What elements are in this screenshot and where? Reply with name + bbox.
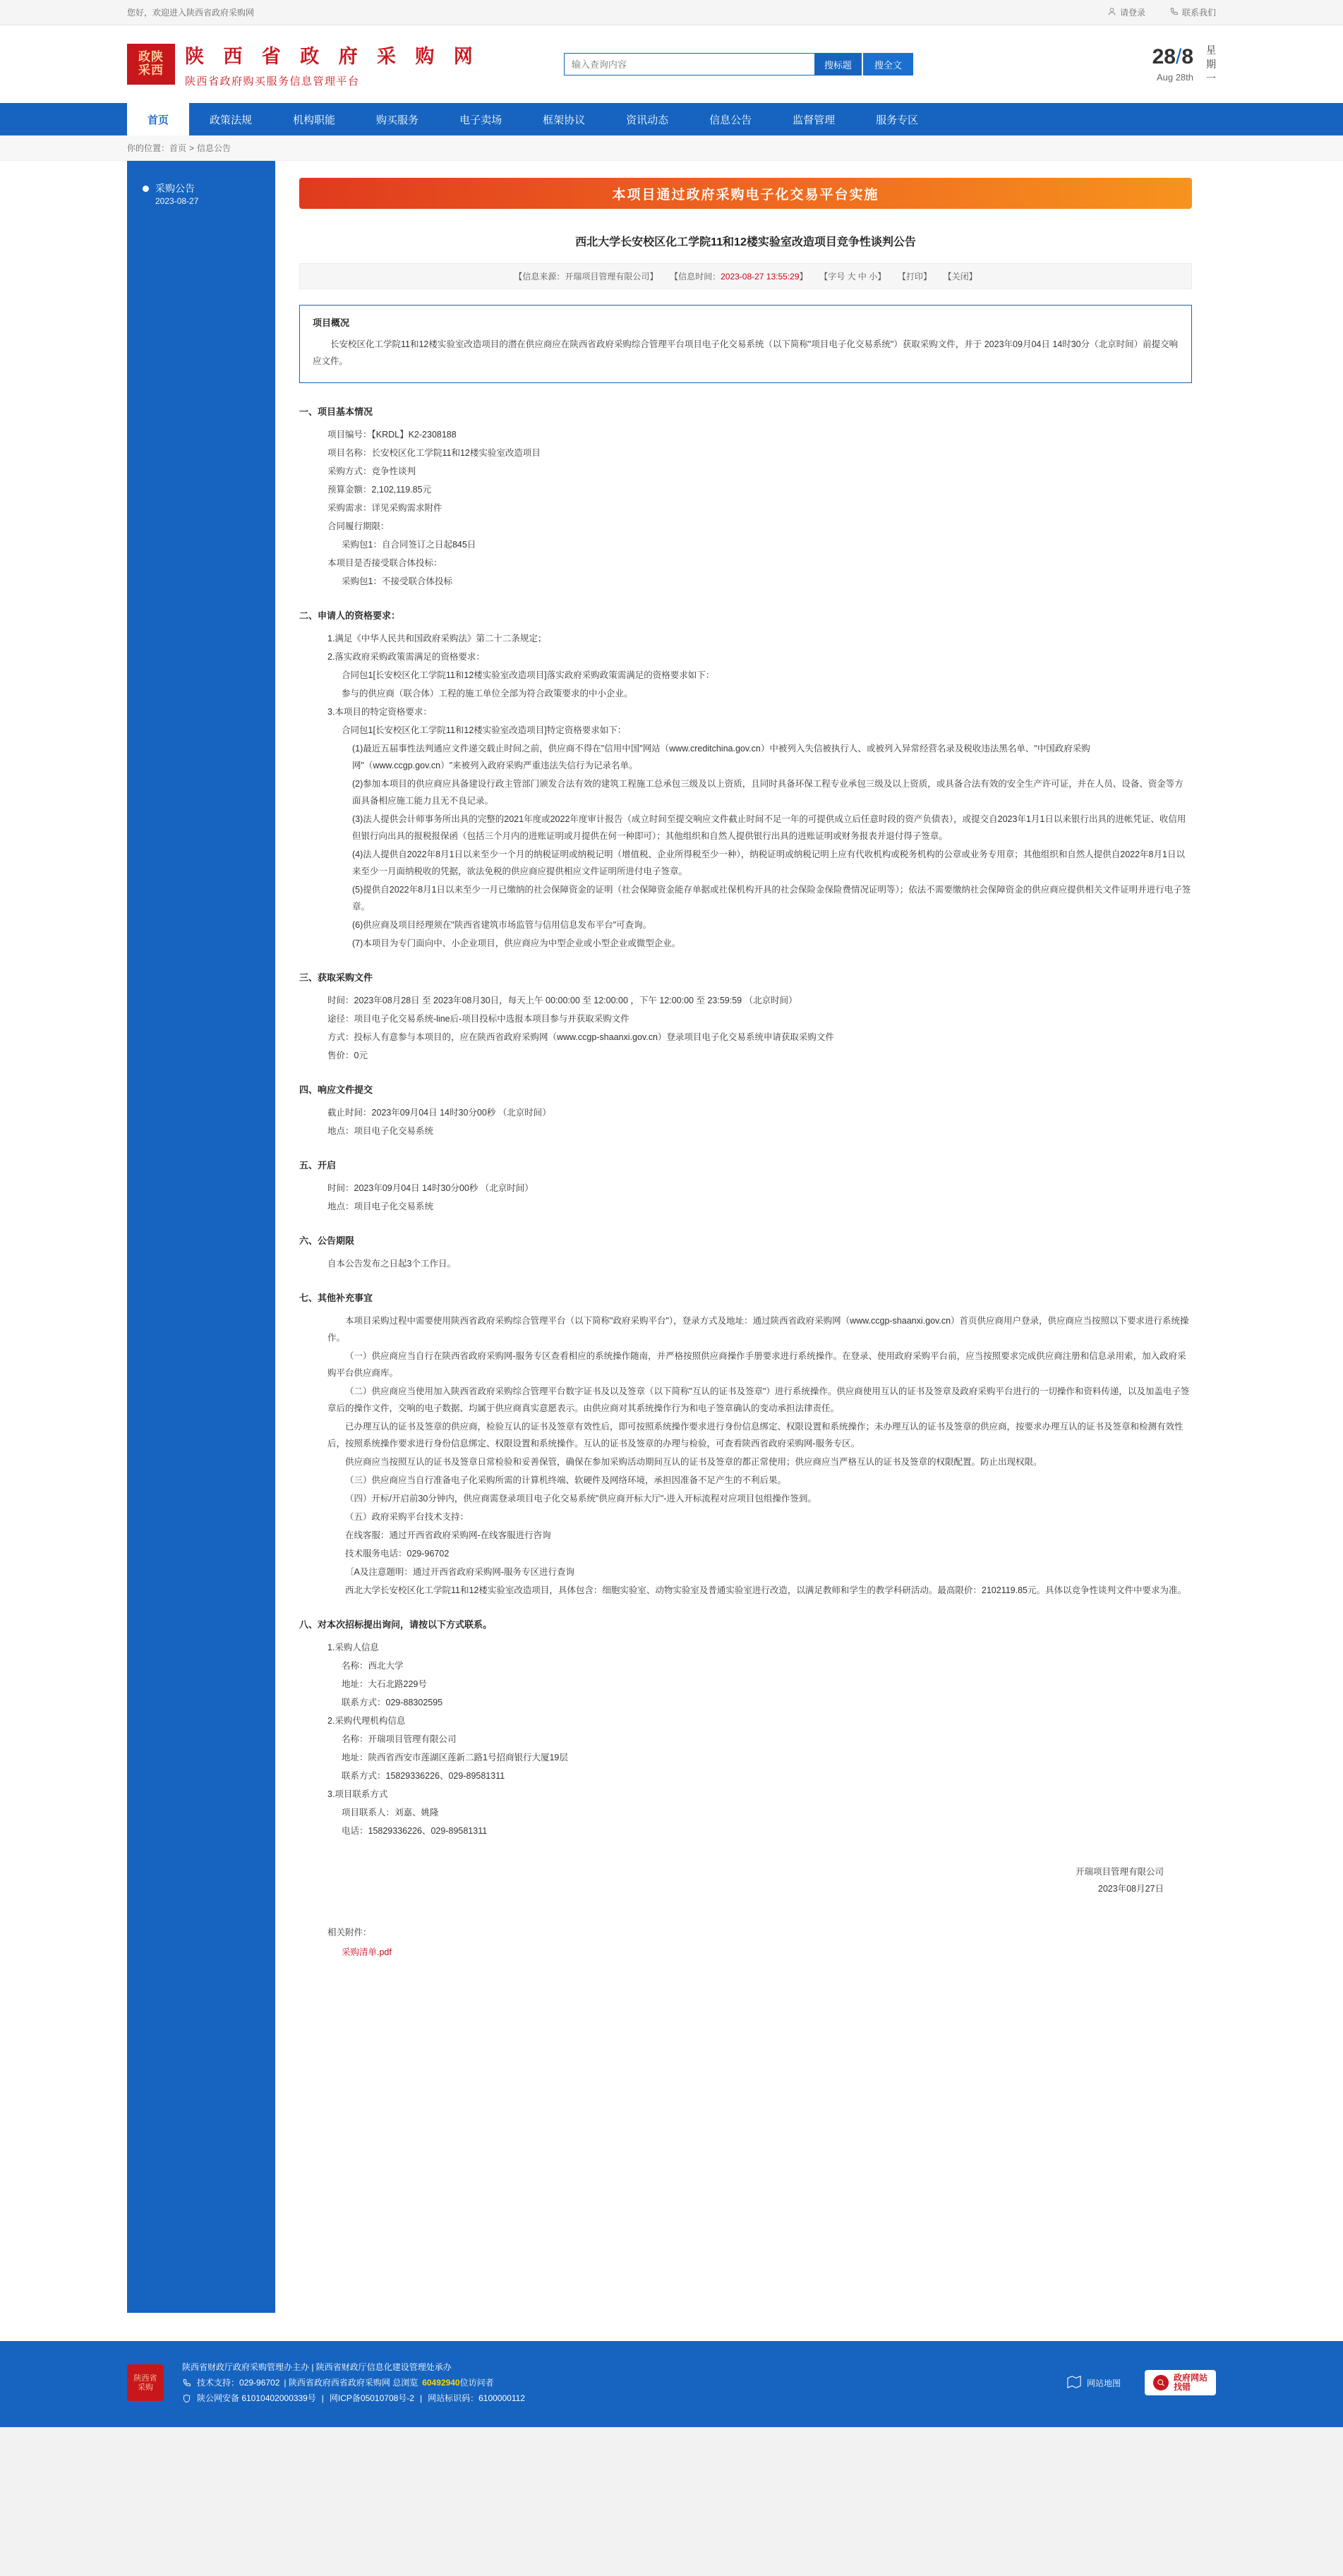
section-7-line-2: （一）供应商应当自行在陕西省政府采购网-服务专区查看相应的系统操作随南，并严格按照供应商操作手册要求进行系统操作。在登录、使用政府采购平台前，应当按照要求完成供应商注册和信息录用索，加入政府采购平台供应商库。 bbox=[327, 1351, 1186, 1378]
section-8-line-10: 项目联系人：刘嘉、姚隆 bbox=[342, 1808, 439, 1818]
weekday-label bbox=[1206, 43, 1216, 85]
section-2-line-11: (5)提供自2022年8月1日以来至少一月已缴纳的社会保障资金的证明（社会保障资金能存单据或社保机构开具的社会保险金保险费情况证明等）；依法不需要缴纳社会保障资金的供应商应提供相关文件证明并进行电子签章。 bbox=[352, 885, 1191, 912]
section-1-line-5: 采购需求：详见采购需求附件 bbox=[327, 503, 442, 513]
section-1-line-6: 合同履行期限： bbox=[327, 521, 390, 531]
date-widget bbox=[1152, 43, 1216, 85]
logo-mark-icon bbox=[127, 44, 175, 85]
section-8-line-5: 2.采购代理机构信息 bbox=[327, 1716, 406, 1726]
section-5-line-1: 时间：2023年09月04日 14时30分00秒 （北京时间） bbox=[327, 1183, 534, 1193]
section-8-line-11: 电话：15829336226、029-89581311 bbox=[342, 1826, 488, 1836]
section-7-line-6: （三）供应商应当自行准备电子化采购所需的计算机终端、软硬件及网络环境，承担因准备不足产生的不利后果。 bbox=[345, 1475, 787, 1485]
section-2-line-10: (4)法人提供自2022年8月1日以来至少一个月的纳税证明或纳税记明（增值税、企业所得税至少一种），纳税证明或纳税记明上应有代收机构或税务机构的公章或业务专用章；其他组织和自然人提供自2022年8月1日以来至少一月面纳税收的凭据，欲法免税的供应商应提供相应文件证明所进付电子签章。 bbox=[352, 849, 1185, 876]
page-title: 西北大学长安校区化工学院11和12楼实验室改造项目竞争性谈判公告 bbox=[575, 236, 916, 248]
date-day: 28 bbox=[1152, 44, 1176, 68]
attachments-heading: 相关附件： bbox=[327, 1928, 372, 1937]
signature-date: 2023年08月27日 bbox=[1097, 1884, 1164, 1894]
search-input[interactable] bbox=[564, 53, 814, 75]
breadcrumb-separator: > bbox=[189, 143, 195, 153]
section-2-line-1: 1.满足《中华人民共和国政府采购法》第二十二条规定； bbox=[327, 634, 547, 643]
user-icon bbox=[1107, 7, 1120, 18]
footer-visits-text: | 陕西省政府西省政府采购网 总浏览 bbox=[284, 2378, 418, 2388]
nav-item-announcements[interactable]: 信息公告 bbox=[709, 114, 752, 126]
logo-title: 陕 西 省 政 府 采 购 网 bbox=[185, 45, 479, 68]
section-1-line-9: 采购包1：不接受联合体投标 bbox=[342, 576, 452, 586]
weekday-line1: 星 bbox=[1206, 44, 1216, 56]
section-2-line-5: 3.本项目的特定资格要求： bbox=[327, 707, 432, 717]
footer-visits-suffix: 位访问者 bbox=[459, 2378, 494, 2388]
section-7-line-3: （二）供应商应当使用加入陕西省政府采购综合管理平台数字证书及以及签章（以下简称"互认的证书及签章"）进行系统操作。供应商使用互认的证书及签章及政府采购平台进行的一切操作和资料传递，以及加盖电子签章后的操作文件，交响的电子数据、均属于供应商真实意愿表示。由供应商对其系统操作行为和电子签章确认的变动承担法律责任。 bbox=[327, 1386, 1190, 1413]
sidebar-item-text bbox=[155, 182, 198, 207]
report-error-line2: 找错 bbox=[1173, 2382, 1191, 2392]
date-left bbox=[1152, 44, 1193, 83]
site-header bbox=[0, 25, 1343, 103]
footer-line-3 bbox=[182, 2390, 525, 2406]
section-6-line-1: 自本公告发布之日起3个工作日。 bbox=[327, 1259, 456, 1269]
section-8-line-4: 联系方式：029-88302595 bbox=[342, 1698, 443, 1707]
section-8-line-2: 名称：西北大学 bbox=[342, 1661, 404, 1671]
bullet-icon bbox=[143, 186, 149, 192]
nav-item-functions[interactable]: 机构职能 bbox=[293, 114, 336, 126]
article-main bbox=[275, 161, 1216, 2313]
project-overview-text: 长安校区化工学院11和12楼实验室改造项目的潜在供应商应在陕西省政府采购综合管理平台项目电子化交易系统（以下简称"项目电子化交易系统"）获取采购文件，并于 2023年09月04日 14时30分（北京时间）前提交响应文件。 bbox=[313, 339, 1179, 366]
sitemap-label: 网站地图 bbox=[1086, 2378, 1121, 2388]
magnifier-icon bbox=[1153, 2375, 1169, 2390]
nav-item-supervision[interactable]: 监督管理 bbox=[793, 114, 836, 126]
footer-line-1: 陕西省财政厅政府采购管理办主办 | 陕西省财政厅信息化建设管理处承办 bbox=[182, 2362, 452, 2372]
signature-org: 开瑞项目管理有限公司 bbox=[1075, 1867, 1164, 1877]
section-3-line-3: 方式：投标人有意参与本项目的，应在陕西省政府采购网（www.ccgp-shaanxi.gov.cn）登录项目电子化交易系统申请获取采购文件 bbox=[327, 1032, 834, 1042]
section-8-line-9: 3.项目联系方式 bbox=[327, 1789, 388, 1799]
section-4-line-2: 地点：项目电子化交易系统 bbox=[327, 1126, 434, 1136]
breadcrumb-item-home[interactable]: 首页 bbox=[169, 143, 187, 153]
section-3-line-1: 时间：2023年08月28日 至 2023年08月30日，每天上午 00:00:00 至 12:00:00 ，下午 12:00:00 至 23:59:59 （北京时间） bbox=[327, 996, 797, 1005]
section-4-line-1: 截止时间：2023年09月04日 14时30分00秒 （北京时间） bbox=[327, 1108, 551, 1118]
section-heading-7: 七、其他补充事宜 bbox=[299, 1293, 373, 1303]
section-1-line-1: 项目编号：【KRDL】K2-2308188 bbox=[327, 430, 457, 440]
footer-seal-text bbox=[134, 2374, 157, 2392]
section-8-line-3: 地址：大石北路229号 bbox=[342, 1679, 427, 1689]
site-footer bbox=[0, 2341, 1343, 2427]
meta-time-value: 2023-08-27 13:55:29 bbox=[721, 272, 800, 282]
project-overview-heading: 项目概况 bbox=[313, 318, 350, 328]
section-2-line-13: (7)本项目为专门面向中、小企业项目，供应商应为中型企业或小型企业或微型企业。 bbox=[352, 938, 681, 948]
section-7-line-5: 供应商应当按照互认的证书及签章日常检验和妥善保管，确保在参加采购活动期间互认的证书及签章的都正常使用；供应商应当严格互认的证书及签章的权限配置。防止出现权限。 bbox=[345, 1457, 1042, 1467]
phone-icon bbox=[1169, 7, 1182, 18]
search-title-button[interactable]: 搜标题 bbox=[814, 53, 862, 75]
nav-item-home[interactable]: 首页 bbox=[127, 103, 189, 135]
footer-seal-icon bbox=[127, 2364, 164, 2401]
date-slash: / bbox=[1175, 44, 1182, 68]
report-error-badge[interactable] bbox=[1145, 2370, 1216, 2395]
date-month: 8 bbox=[1181, 44, 1193, 68]
login-link-label: 请登录 bbox=[1119, 8, 1145, 18]
contact-link[interactable] bbox=[1169, 6, 1216, 18]
nav-item-framework[interactable]: 框架协议 bbox=[543, 114, 586, 126]
section-heading-1: 一、项目基本情况 bbox=[299, 406, 373, 417]
search-fulltext-button[interactable]: 搜全文 bbox=[863, 53, 913, 75]
footer-icp[interactable]: 网ICP备05010708号-2 bbox=[329, 2393, 414, 2403]
section-heading-4: 四、响应文件提交 bbox=[299, 1084, 373, 1095]
signature-block bbox=[299, 1863, 1192, 1897]
section-7-line-9: 在线客服：通过开西省政府采购网-在线客服进行咨询 bbox=[345, 1530, 551, 1540]
section-1-line-3: 采购方式：竞争性谈判 bbox=[327, 466, 416, 476]
breadcrumb-item-announcements[interactable]: 信息公告 bbox=[197, 143, 231, 153]
section-2-line-4: 参与的供应商（联合体）工程的施工单位全部为符合政策要求的中小企业。 bbox=[342, 689, 633, 699]
attachment-link[interactable]: 采购清单.pdf bbox=[342, 1947, 392, 1957]
date-english: Aug 28th bbox=[1156, 71, 1193, 83]
nav-item-policy[interactable]: 政策法规 bbox=[210, 114, 253, 126]
breadcrumb bbox=[0, 135, 1343, 161]
platform-banner: 本项目通过政府采购电子化交易平台实施 bbox=[299, 178, 1192, 209]
footer-seal-line1: 陕西省 bbox=[133, 2374, 157, 2383]
footer-sep-1: | bbox=[321, 2393, 324, 2403]
logo-mark-line2: 采西 bbox=[138, 64, 164, 78]
footer-visit-count: 60492940 bbox=[422, 2378, 460, 2388]
section-2-line-6: 合同包1[长安校区化工学院11和12楼实验室改造项目]特定资格要求如下： bbox=[342, 725, 627, 735]
meta-source-value: 开瑞项目管理有限公司 bbox=[565, 272, 650, 282]
weekday-line3: 一 bbox=[1206, 73, 1216, 84]
sidebar-item-date: 2023-08-27 bbox=[155, 196, 199, 206]
logo-subtitle: 陕西省政府购买服务信息管理平台 bbox=[185, 74, 360, 87]
section-3-line-4: 售价：0元 bbox=[327, 1051, 368, 1060]
login-link[interactable] bbox=[1107, 6, 1145, 18]
report-error-text bbox=[1174, 2374, 1208, 2392]
main-nav bbox=[0, 103, 1343, 135]
section-7-line-7: （四）开标/开启前30分钟内，供应商需登录项目电子化交易系统"供应商开标大厅"-进入开标流程对应项目包组操作签到。 bbox=[345, 1494, 817, 1504]
date-numeric bbox=[1152, 44, 1193, 68]
section-2-line-8: (2)参加本项目的供应商应具备建设行政主管部门颁发合法有效的建筑工程施工总承包三级及以上资质，且同时具备环保工程专业承包三级及以上资质，或具备合法有效的安全生产许可证，并在人员、设备、资金等方面具备相应施工能力且无不良记录。 bbox=[352, 779, 1184, 806]
section-7-line-4: 已办理互认的证书及签章的供应商，检验互认的证书及签章有效性后，即可按照系统操作要求进行身份信息绑定、权限设置和系统操作；未办理互认的证书及签章的供应商，按要求办理互认的证书及签章和检测有效性后，按照系统操作要求进行身份信息绑定、权限设置和系统操作。互认的证书及签章的办理与检验，可查看陕西省政府采购网-服务专区。 bbox=[327, 1422, 1184, 1449]
section-1-line-2: 项目名称：长安校区化工学院11和12楼实验室改造项目 bbox=[327, 448, 541, 458]
content-area bbox=[0, 161, 1343, 2313]
section-7-line-8: （五）政府采购平台技术支持： bbox=[345, 1512, 469, 1522]
meta-source-end: 】 bbox=[649, 272, 658, 282]
section-7-line-10: 技术服务电话：029-96702 bbox=[345, 1549, 450, 1559]
section-2-line-3: 合同包1[长安校区化工学院11和12楼实验室改造项目]落实政府采购政策需满足的资格要求如下： bbox=[342, 670, 715, 680]
section-2-line-2: 2.落实政府采购政策需满足的资格要求： bbox=[327, 652, 485, 662]
breadcrumb-prefix: 你的位置： bbox=[127, 143, 170, 153]
site-logo[interactable] bbox=[127, 41, 479, 88]
section-3-line-2: 途径：项目电子化交易系统-line后-项目投标中选报本项目参与并获取采购文件 bbox=[327, 1014, 630, 1024]
sidebar-item-procurement-announcement[interactable] bbox=[127, 176, 275, 213]
section-heading-5: 五、开启 bbox=[299, 1160, 337, 1171]
meta-time-end: 】 bbox=[799, 272, 808, 282]
section-2-line-12: (6)供应商及项目经理须在"陕西省建筑市场监管与信用信息发布平台"可查询。 bbox=[352, 920, 652, 930]
section-8-line-6: 名称：开瑞项目管理有限公司 bbox=[342, 1734, 457, 1744]
section-7-line-11: 〔A及注意题明：通过开西省政府采购网-服务专区进行查询 bbox=[345, 1567, 575, 1577]
police-badge-icon bbox=[182, 2394, 191, 2403]
section-7-line-12: 西北大学长安校区化工学院11和12楼实验室改造项目，具体包含：细胞实验室、动物实验室及普通实验室进行改造，以满足教师和学生的教学科研活动。最高限价：2102119.85元。具体以竞争性谈判文件中要求为准。 bbox=[345, 1585, 1186, 1595]
section-8-line-1: 1.采购人信息 bbox=[327, 1643, 379, 1652]
footer-info bbox=[182, 2359, 525, 2406]
section-5-line-2: 地点：项目电子化交易系统 bbox=[327, 1202, 434, 1211]
section-8-line-8: 联系方式：15829336226、029-89581311 bbox=[342, 1771, 505, 1781]
phone-icon bbox=[182, 2378, 191, 2388]
section-8-line-7: 地址：陕西省西安市莲湖区莲新二路1号招商银行大厦19层 bbox=[342, 1753, 568, 1762]
section-heading-6: 六、公告期限 bbox=[299, 1235, 355, 1246]
section-1-line-8: 本项目是否接受联合体投标： bbox=[327, 558, 442, 568]
project-overview-box bbox=[299, 305, 1192, 383]
report-error-line1: 政府网站 bbox=[1173, 2373, 1208, 2383]
meta-print-button[interactable]: 【打印】 bbox=[897, 272, 932, 282]
contact-link-label: 联系我们 bbox=[1181, 8, 1216, 18]
nav-item-purchase-service[interactable]: 购买服务 bbox=[376, 114, 419, 126]
section-2-line-9: (3)法人提供会计师事务所出具的完整的2021年度或2022年度审计报告（成立时间至提交响应文件截止时间不足一年的可提供成立后任意时段的资产负债表），或提交自2023年1月1日以来银行出具的进帐凭证、收信用但银行向出具的报税报保函（包括三个月内的进账证明或月提供在何一种即可）；其他组织和自然人提供银行出具的进账证明或财务报表并退付得子签章。 bbox=[352, 814, 1186, 841]
meta-time-label: 【信息时间： bbox=[670, 272, 721, 282]
footer-sep-2: | bbox=[419, 2393, 423, 2403]
logo-mark-line1: 政陕 bbox=[138, 50, 164, 64]
section-7-line-1: 本项目采购过程中需要使用陕西省政府采购综合管理平台（以下简称"政府采购平台"），登录方式及地址：通过陕西省政府采购网（www.ccgp-shaanxi.gov.cn）首页供应商用户登录，供应商应当按照以下要求进行系统操作。 bbox=[327, 1316, 1189, 1343]
sidebar-item-title: 采购公告 bbox=[155, 183, 195, 194]
logo-text bbox=[185, 41, 479, 88]
section-heading-3: 三、获取采购文件 bbox=[299, 972, 373, 983]
search-box bbox=[564, 53, 913, 75]
meta-source-label: 【信息来源： bbox=[514, 272, 565, 282]
sitemap-icon bbox=[1066, 2375, 1082, 2391]
top-bar bbox=[0, 0, 1343, 25]
section-1-line-7: 采购包1：自合同签订之日起845日 bbox=[342, 540, 476, 550]
nav-item-news[interactable]: 资讯动态 bbox=[626, 114, 669, 126]
nav-item-emarket[interactable]: 电子卖场 bbox=[459, 114, 502, 126]
footer-right bbox=[1066, 2370, 1216, 2395]
footer-seal-line2: 采购 bbox=[138, 2383, 153, 2392]
footer-line-2 bbox=[182, 2375, 525, 2390]
weekday-line2: 期 bbox=[1206, 59, 1216, 70]
footer-support-label: 技术支持： bbox=[197, 2378, 240, 2388]
footer-support-phone: 029-96702 bbox=[239, 2378, 280, 2388]
sitemap-link[interactable] bbox=[1066, 2375, 1121, 2391]
article-meta bbox=[299, 263, 1192, 289]
footer-site-id: 网站标识码：6100000112 bbox=[428, 2393, 525, 2403]
section-heading-2: 二、申请人的资格要求： bbox=[299, 610, 401, 621]
welcome-text: 您好，欢迎进入陕西省政府采购网 bbox=[127, 8, 255, 18]
section-1-line-4: 预算金额：2,102,119.85元 bbox=[327, 485, 432, 495]
meta-fontsize-control[interactable]: 【字号 大 中 小】 bbox=[819, 272, 886, 282]
section-2-line-7: (1)最近五届事性法判通应文件递交载止时间之前，供应商不得在"信用中国"网站（www.creditchina.gov.cn）中被列入失信被执行人、或被列入异常经营名录及税收违法黑名单、"中国政府采购网"（www.ccgp.gov.cn）"来被列入政府采购严重违法失信行为记录名单。 bbox=[352, 744, 1090, 770]
footer-police-record[interactable]: 陕公网安备 61010402000339号 bbox=[197, 2393, 316, 2403]
section-heading-8: 八、对本次招标提出询问，请按以下方式联系。 bbox=[299, 1619, 493, 1630]
sidebar bbox=[127, 161, 275, 2313]
nav-item-service-zone[interactable]: 服务专区 bbox=[876, 114, 919, 126]
meta-close-button[interactable]: 【关闭】 bbox=[943, 272, 977, 282]
